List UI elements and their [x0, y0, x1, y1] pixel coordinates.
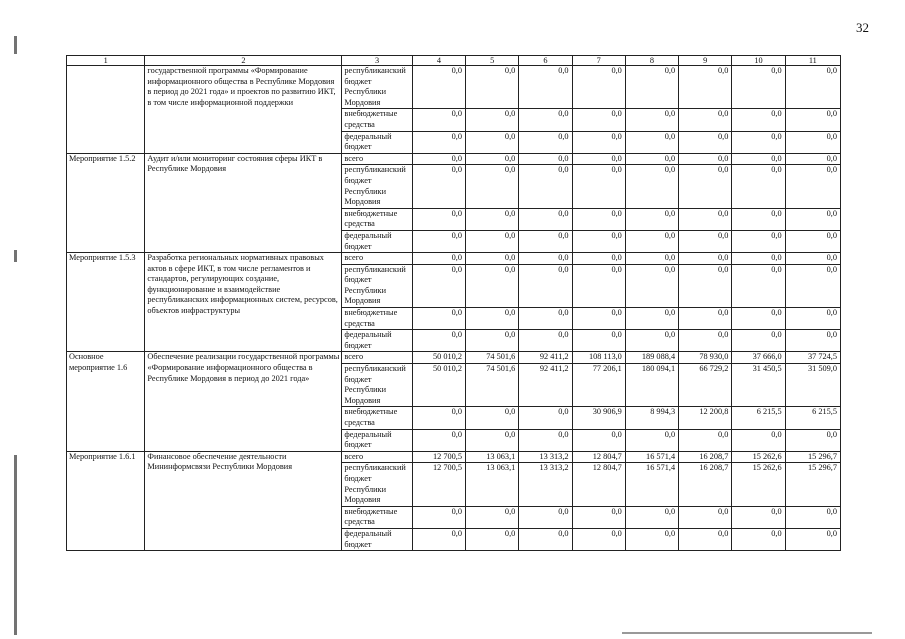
amount-cell: 0,0: [625, 429, 678, 451]
activity-name-cell: Разработка региональных нормативных правовых актов в сфере ИКТ, в том числе регламентов и стандартов, регулирующих создание, функционирование и взаимодействие республиканских информационных систем, ресурсов, объектов инфраструктуры: [145, 253, 342, 352]
amount-cell: 0,0: [679, 308, 732, 330]
activity-code-cell: Мероприятие 1.5.2: [67, 153, 145, 252]
column-number: 4: [412, 56, 465, 66]
column-number: 3: [342, 56, 412, 66]
amount-cell: 0,0: [625, 131, 678, 153]
amount-cell: 0,0: [466, 308, 519, 330]
amount-cell: 0,0: [679, 230, 732, 252]
funding-source-cell: внебюджетные средства: [342, 308, 412, 330]
amount-cell: 0,0: [732, 506, 785, 528]
amount-cell: 12 804,7: [572, 451, 625, 463]
amount-cell: 8 994,3: [625, 407, 678, 429]
amount-cell: 0,0: [732, 66, 785, 109]
amount-cell: 0,0: [679, 153, 732, 165]
funding-source-cell: республиканский бюджет Республики Мордовия: [342, 264, 412, 307]
amount-cell: 0,0: [519, 230, 572, 252]
amount-cell: 0,0: [572, 264, 625, 307]
funding-source-cell: республиканский бюджет Республики Мордовия: [342, 463, 412, 506]
amount-cell: 0,0: [625, 66, 678, 109]
amount-cell: 0,0: [572, 109, 625, 131]
amount-cell: 0,0: [412, 330, 465, 352]
amount-cell: 16 571,4: [625, 451, 678, 463]
funding-source-cell: республиканский бюджет Республики Мордовия: [342, 165, 412, 208]
amount-cell: 0,0: [785, 308, 840, 330]
amount-cell: 0,0: [519, 407, 572, 429]
amount-cell: 0,0: [519, 109, 572, 131]
column-number: 8: [625, 56, 678, 66]
amount-cell: 0,0: [625, 165, 678, 208]
amount-cell: 50 010,2: [412, 352, 465, 364]
activity-code-cell: Основное мероприятие 1.6: [67, 352, 145, 451]
amount-cell: 0,0: [519, 308, 572, 330]
table-row: [67, 66, 841, 109]
funding-source-cell: федеральный бюджет: [342, 528, 412, 550]
amount-cell: 0,0: [572, 66, 625, 109]
amount-cell: 0,0: [785, 253, 840, 265]
amount-cell: 0,0: [572, 208, 625, 230]
amount-cell: 0,0: [785, 165, 840, 208]
amount-cell: 16 571,4: [625, 463, 678, 506]
scan-bottom-mark: [622, 632, 872, 634]
amount-cell: 0,0: [785, 66, 840, 109]
amount-cell: 0,0: [572, 165, 625, 208]
amount-cell: 0,0: [785, 230, 840, 252]
table-row: [67, 352, 841, 364]
amount-cell: 0,0: [625, 528, 678, 550]
amount-cell: 16 208,7: [679, 463, 732, 506]
amount-cell: 0,0: [412, 528, 465, 550]
amount-cell: 0,0: [732, 208, 785, 230]
amount-cell: 0,0: [412, 308, 465, 330]
column-number: 7: [572, 56, 625, 66]
amount-cell: 0,0: [572, 330, 625, 352]
column-number: 11: [785, 56, 840, 66]
amount-cell: 13 313,2: [519, 463, 572, 506]
amount-cell: 0,0: [466, 407, 519, 429]
amount-cell: 37 724,5: [785, 352, 840, 364]
amount-cell: 13 313,2: [519, 451, 572, 463]
amount-cell: 0,0: [625, 330, 678, 352]
amount-cell: 74 501,6: [466, 364, 519, 407]
amount-cell: 0,0: [572, 153, 625, 165]
funding-source-cell: федеральный бюджет: [342, 429, 412, 451]
amount-cell: 0,0: [412, 208, 465, 230]
amount-cell: 0,0: [625, 109, 678, 131]
amount-cell: 0,0: [625, 253, 678, 265]
table-row: [67, 153, 841, 165]
amount-cell: 0,0: [412, 264, 465, 307]
amount-cell: 189 088,4: [625, 352, 678, 364]
amount-cell: 0,0: [572, 528, 625, 550]
amount-cell: 0,0: [519, 330, 572, 352]
amount-cell: 0,0: [412, 230, 465, 252]
amount-cell: 0,0: [679, 429, 732, 451]
amount-cell: 0,0: [519, 131, 572, 153]
amount-cell: 0,0: [466, 153, 519, 165]
amount-cell: 13 063,1: [466, 451, 519, 463]
funding-source-cell: внебюджетные средства: [342, 506, 412, 528]
amount-cell: 15 262,6: [732, 463, 785, 506]
amount-cell: 0,0: [519, 506, 572, 528]
column-number: 1: [67, 56, 145, 66]
amount-cell: 0,0: [572, 131, 625, 153]
amount-cell: 0,0: [679, 330, 732, 352]
amount-cell: 0,0: [519, 264, 572, 307]
amount-cell: 0,0: [679, 131, 732, 153]
amount-cell: 0,0: [412, 153, 465, 165]
amount-cell: 0,0: [519, 253, 572, 265]
amount-cell: 74 501,6: [466, 352, 519, 364]
table-row: [67, 451, 841, 463]
amount-cell: 0,0: [679, 506, 732, 528]
amount-cell: 0,0: [732, 528, 785, 550]
amount-cell: 0,0: [625, 153, 678, 165]
amount-cell: 16 208,7: [679, 451, 732, 463]
amount-cell: 0,0: [466, 66, 519, 109]
amount-cell: 0,0: [412, 506, 465, 528]
amount-cell: 0,0: [519, 153, 572, 165]
amount-cell: 0,0: [679, 109, 732, 131]
amount-cell: 0,0: [466, 528, 519, 550]
amount-cell: 66 729,2: [679, 364, 732, 407]
amount-cell: 31 509,0: [785, 364, 840, 407]
scan-edge-mark: [14, 36, 17, 54]
amount-cell: 0,0: [732, 330, 785, 352]
amount-cell: 0,0: [625, 208, 678, 230]
funding-source-cell: республиканский бюджет Республики Мордовия: [342, 364, 412, 407]
amount-cell: 0,0: [679, 528, 732, 550]
scan-edge-mark: [14, 455, 17, 635]
amount-cell: 0,0: [785, 264, 840, 307]
amount-cell: 77 206,1: [572, 364, 625, 407]
amount-cell: 0,0: [519, 66, 572, 109]
amount-cell: 0,0: [785, 506, 840, 528]
amount-cell: 0,0: [732, 165, 785, 208]
amount-cell: 92 411,2: [519, 364, 572, 407]
funding-source-cell: внебюджетные средства: [342, 407, 412, 429]
amount-cell: 0,0: [785, 153, 840, 165]
amount-cell: 0,0: [466, 165, 519, 208]
amount-cell: 0,0: [732, 264, 785, 307]
amount-cell: 0,0: [466, 253, 519, 265]
funding-source-cell: федеральный бюджет: [342, 330, 412, 352]
amount-cell: 6 215,5: [785, 407, 840, 429]
activity-name-cell: Финансовое обеспечение деятельности Мининформсвязи Республики Мордовия: [145, 451, 342, 550]
amount-cell: 180 094,1: [625, 364, 678, 407]
amount-cell: 0,0: [732, 308, 785, 330]
amount-cell: 15 296,7: [785, 451, 840, 463]
amount-cell: 0,0: [625, 264, 678, 307]
amount-cell: 0,0: [785, 429, 840, 451]
amount-cell: 0,0: [732, 153, 785, 165]
amount-cell: 6 215,5: [732, 407, 785, 429]
funding-source-cell: федеральный бюджет: [342, 230, 412, 252]
funding-source-cell: всего: [342, 253, 412, 265]
funding-source-cell: всего: [342, 451, 412, 463]
amount-cell: 0,0: [466, 109, 519, 131]
amount-cell: 15 262,6: [732, 451, 785, 463]
amount-cell: 30 906,9: [572, 407, 625, 429]
page-number: 32: [856, 20, 869, 35]
amount-cell: 0,0: [412, 165, 465, 208]
amount-cell: 0,0: [732, 253, 785, 265]
amount-cell: 50 010,2: [412, 364, 465, 407]
amount-cell: 13 063,1: [466, 463, 519, 506]
column-number: 5: [466, 56, 519, 66]
amount-cell: 0,0: [412, 253, 465, 265]
amount-cell: 0,0: [412, 131, 465, 153]
amount-cell: 0,0: [625, 308, 678, 330]
amount-cell: 0,0: [785, 208, 840, 230]
amount-cell: 0,0: [519, 528, 572, 550]
amount-cell: 78 930,0: [679, 352, 732, 364]
amount-cell: 37 666,0: [732, 352, 785, 364]
column-number: 9: [679, 56, 732, 66]
amount-cell: 0,0: [466, 131, 519, 153]
amount-cell: 0,0: [519, 429, 572, 451]
activity-name-cell: Обеспечение реализации государственной программы «Формирование информационного общества в Республике Мордовия в период до 2021 года»: [145, 352, 342, 451]
table-body: [67, 66, 841, 551]
amount-cell: 0,0: [572, 429, 625, 451]
amount-cell: 0,0: [679, 66, 732, 109]
amount-cell: 0,0: [466, 330, 519, 352]
column-number: 10: [732, 56, 785, 66]
activity-code-cell: Мероприятие 1.5.3: [67, 253, 145, 352]
amount-cell: 0,0: [572, 230, 625, 252]
funding-source-cell: всего: [342, 352, 412, 364]
activity-name-cell: Аудит и/или мониторинг состояния сферы ИКТ в Республике Мордовия: [145, 153, 342, 252]
amount-cell: 92 411,2: [519, 352, 572, 364]
amount-cell: 0,0: [785, 330, 840, 352]
amount-cell: 0,0: [732, 131, 785, 153]
amount-cell: 0,0: [519, 165, 572, 208]
scan-edge-mark: [14, 250, 17, 262]
amount-cell: 0,0: [785, 528, 840, 550]
amount-cell: 12 700,5: [412, 451, 465, 463]
funding-source-cell: внебюджетные средства: [342, 109, 412, 131]
amount-cell: 0,0: [679, 208, 732, 230]
amount-cell: 31 450,5: [732, 364, 785, 407]
amount-cell: 0,0: [519, 208, 572, 230]
funding-source-cell: федеральный бюджет: [342, 131, 412, 153]
amount-cell: 12 804,7: [572, 463, 625, 506]
amount-cell: 0,0: [572, 506, 625, 528]
amount-cell: 15 296,7: [785, 463, 840, 506]
activity-code-cell: Мероприятие 1.6.1: [67, 451, 145, 550]
budget-table: [66, 55, 841, 551]
amount-cell: 0,0: [785, 131, 840, 153]
amount-cell: 0,0: [412, 66, 465, 109]
amount-cell: 0,0: [625, 230, 678, 252]
amount-cell: 0,0: [572, 253, 625, 265]
amount-cell: 0,0: [732, 230, 785, 252]
amount-cell: 0,0: [466, 208, 519, 230]
header-row: [67, 56, 841, 66]
amount-cell: 0,0: [412, 109, 465, 131]
amount-cell: 0,0: [732, 429, 785, 451]
amount-cell: 0,0: [785, 109, 840, 131]
amount-cell: 0,0: [412, 429, 465, 451]
amount-cell: 0,0: [466, 429, 519, 451]
amount-cell: 0,0: [572, 308, 625, 330]
funding-source-cell: внебюджетные средства: [342, 208, 412, 230]
funding-source-cell: всего: [342, 153, 412, 165]
table-row: [67, 253, 841, 265]
amount-cell: 0,0: [679, 165, 732, 208]
column-number: 2: [145, 56, 342, 66]
amount-cell: 0,0: [466, 230, 519, 252]
amount-cell: 0,0: [732, 109, 785, 131]
amount-cell: 0,0: [412, 407, 465, 429]
amount-cell: 12 200,8: [679, 407, 732, 429]
column-number: 6: [519, 56, 572, 66]
amount-cell: 0,0: [679, 253, 732, 265]
amount-cell: 0,0: [466, 506, 519, 528]
amount-cell: 108 113,0: [572, 352, 625, 364]
funding-source-cell: республиканский бюджет Республики Мордовия: [342, 66, 412, 109]
amount-cell: 12 700,5: [412, 463, 465, 506]
amount-cell: 0,0: [466, 264, 519, 307]
amount-cell: 0,0: [679, 264, 732, 307]
activity-code-cell: [67, 66, 145, 154]
activity-name-cell: государственной программы «Формирование информационного общества в Республике Мордовия в период до 2021 года» и проектов по развитию ИКТ, в том числе информационной поддержки: [145, 66, 342, 154]
amount-cell: 0,0: [625, 506, 678, 528]
